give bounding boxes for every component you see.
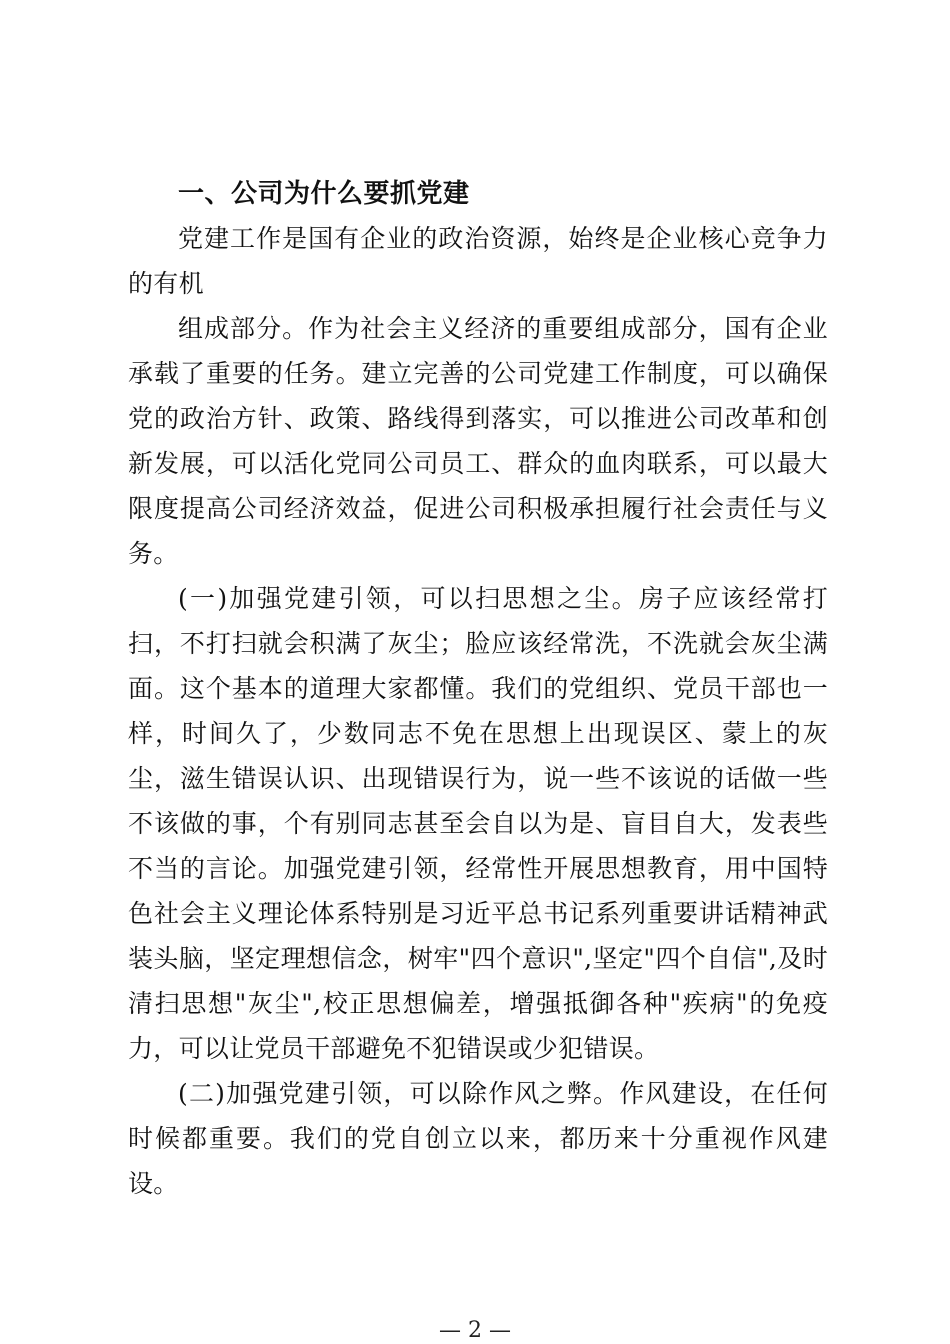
paragraph-point-two: (二)加强党建引领，可以除作风之弊。作风建设，在任何时候都重要。我们的党自创立以来，都历来十分重视作风建设。 — [128, 1079, 828, 1198]
paragraph-point-one: (一)加强党建引领，可以扫思想之尘。房子应该经常打扫，不打扫就会积满了灰尘；脸应该经常洗，不洗就会灰尘满面。这个基本的道理大家都懂。我们的党组织、党员干部也一样，时间久了，少数同志不免在思想上出现误区、蒙上的灰尘，滋生错误认识、出现错误行为，说一些不该说的话做一些不该做的事，个有别同志甚至会自以为是、盲目自大，发表些不当的言论。加强党建引领，经常性开展思想教育，用中国特色社会主义理论体系特别是习近平总书记系列重要讲话精神武装头脑，坚定理想信念，树牢"四个意识",坚定"四个自信",及时清扫思想"灰尘",校正思想偏差，增强抵御各种"疾病"的免疫力，可以让党员干部避免不犯错误或少犯错误。 — [128, 584, 828, 1063]
paragraph-intro: 党建工作是国有企业的政治资源，始终是企业核心竞争力的有机 — [128, 224, 828, 298]
document-body — [128, 172, 828, 1206]
section-heading: 一、公司为什么要抓党建 — [178, 179, 470, 209]
paragraph-composition: 组成部分。作为社会主义经济的重要组成部分，国有企业承载了重要的任务。建立完善的公司党建工作制度，可以确保党的政治方针、政策、路线得到落实，可以推进公司改革和创新发展，可以活化党同公司员工、群众的血肉联系，可以最大限度提高公司经济效益，促进公司积极承担履行社会责任与义务。 — [128, 314, 828, 568]
page-number: — 2 — — [439, 1318, 511, 1343]
